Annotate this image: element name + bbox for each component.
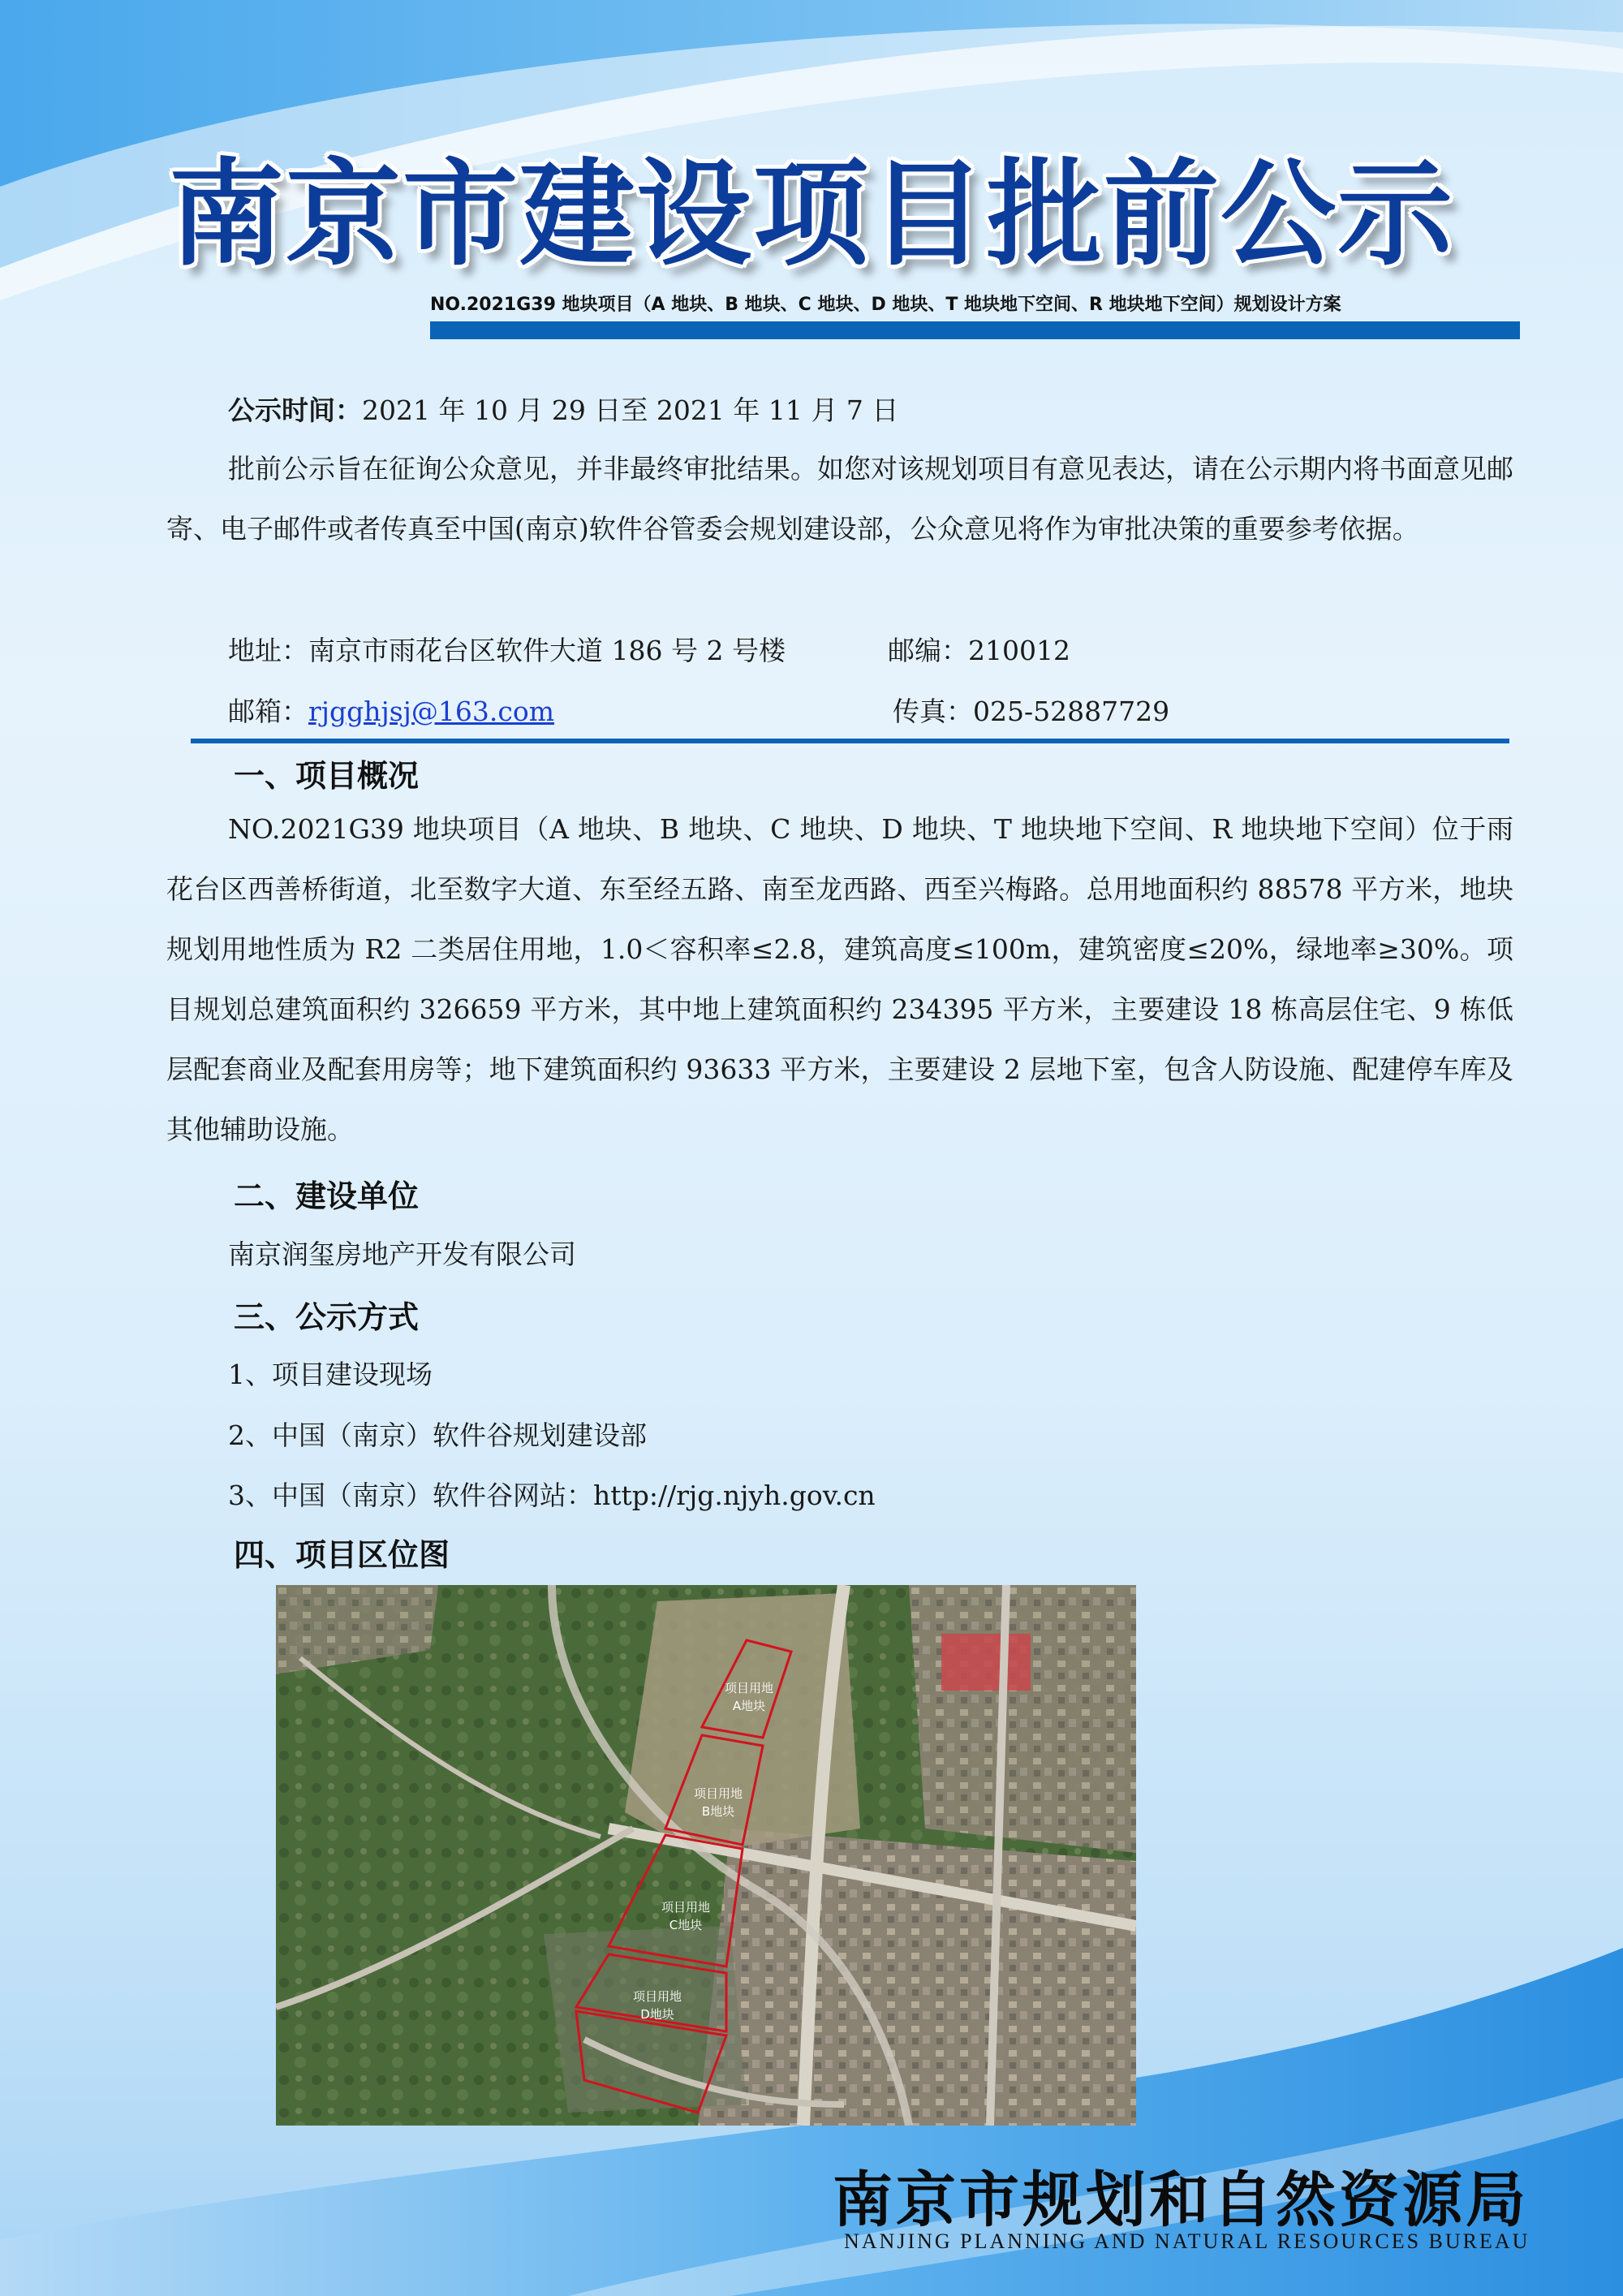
plot-a-label-line1: 项目用地 xyxy=(724,1681,774,1695)
notice-time-value: 2021 年 10 月 29 日至 2021 年 11 月 7 日 xyxy=(362,394,899,426)
postcode-line xyxy=(888,630,1070,668)
postcode-label: 邮编： xyxy=(888,635,968,666)
overview-heading: 一、项目概况 xyxy=(234,758,420,794)
method-item-2: 2、中国（南京）软件谷规划建设部 xyxy=(228,1419,647,1451)
satellite-image xyxy=(276,1585,1136,2126)
method-item-1: 1、项目建设现场 xyxy=(228,1359,433,1390)
notice-intro: 批前公示旨在征询公众意见，并非最终审批结果。如您对该规划项目有意见表达，请在公示期内将书面意见邮寄、电子邮件或者传真至中国(南京)软件谷管委会规划建设部，公众意见将作为审批决策的重要参考依据。 xyxy=(166,453,1513,545)
address-line xyxy=(228,630,786,668)
plot-b-label-line1: 项目用地 xyxy=(693,1786,743,1801)
address-label: 地址： xyxy=(228,635,308,666)
email-link[interactable]: rjgghjsj@163.com xyxy=(308,696,555,727)
section-divider xyxy=(191,739,1509,743)
fax-value: 025-52887729 xyxy=(973,696,1170,727)
project-subtitle: NO.2021G39 地块项目（A 地块、B 地块、C 地块、D 地块、T 地块地下空间、R 地块地下空间）规划设计方案 xyxy=(430,295,1341,315)
address-value: 南京市雨花台区软件大道 186 号 2 号楼 xyxy=(308,635,786,666)
org-name-english: NANJING PLANNING AND NATURAL RESOURCES BUREAU xyxy=(844,2229,1530,2253)
builder-name: 南京润玺房地产开发有限公司 xyxy=(228,1238,576,1270)
location-map xyxy=(276,1585,1136,2126)
page-title: 南京市建设项目批前公示 xyxy=(169,148,1454,282)
builder-heading: 二、建设单位 xyxy=(234,1178,420,1214)
email-label: 邮箱： xyxy=(228,696,308,727)
plot-c-label-line2: C地块 xyxy=(669,1918,703,1932)
plot-d-label-line2: D地块 xyxy=(640,2007,674,2022)
postcode-value: 210012 xyxy=(968,635,1070,666)
overview-text: NO.2021G39 地块项目（A 地块、B 地块、C 地块、D 地块、T 地块地下空间、R 地块地下空间）位于雨花台区西善桥街道，北至数字大道、东至经五路、南至龙西路、西至兴梅路。总用地面积约 88578 平方米，地块规划用地性质为 R2 二类居住用地，1.0＜容积率≤2.8，建筑高度≤100m，建筑密度≤20%，绿地率≥30%。项目规划总建筑面积约 326659 平方米，其中地上建筑面积约 234395 平方米，主要建设 18 栋高层住宅、9 栋低层配套商业及配套用房等；地下建筑面积约 93633 平方米，主要建设 2 层地下室，包含人防设施、配建停车库及其他辅助设施。 xyxy=(166,813,1513,1145)
method-item-3: 3、中国（南京）软件谷网站：http://rjg.njyh.gov.cn xyxy=(228,1480,876,1511)
email-line xyxy=(228,691,554,729)
plot-d-label-line1: 项目用地 xyxy=(632,1989,682,2004)
fax-label: 传真： xyxy=(893,696,973,727)
plot-a-label-line2: A地块 xyxy=(732,1699,766,1713)
plot-c-label-line1: 项目用地 xyxy=(661,1900,711,1915)
notice-time xyxy=(228,390,898,428)
fax-line xyxy=(893,691,1169,729)
subtitle-underline xyxy=(430,321,1520,339)
location-heading: 四、项目区位图 xyxy=(234,1537,450,1573)
org-name: 南京市规划和自然资源局 xyxy=(833,2165,1529,2235)
plot-b-label-line2: B地块 xyxy=(701,1804,735,1819)
notice-time-label: 公示时间： xyxy=(228,394,362,426)
method-heading: 三、公示方式 xyxy=(234,1299,420,1335)
